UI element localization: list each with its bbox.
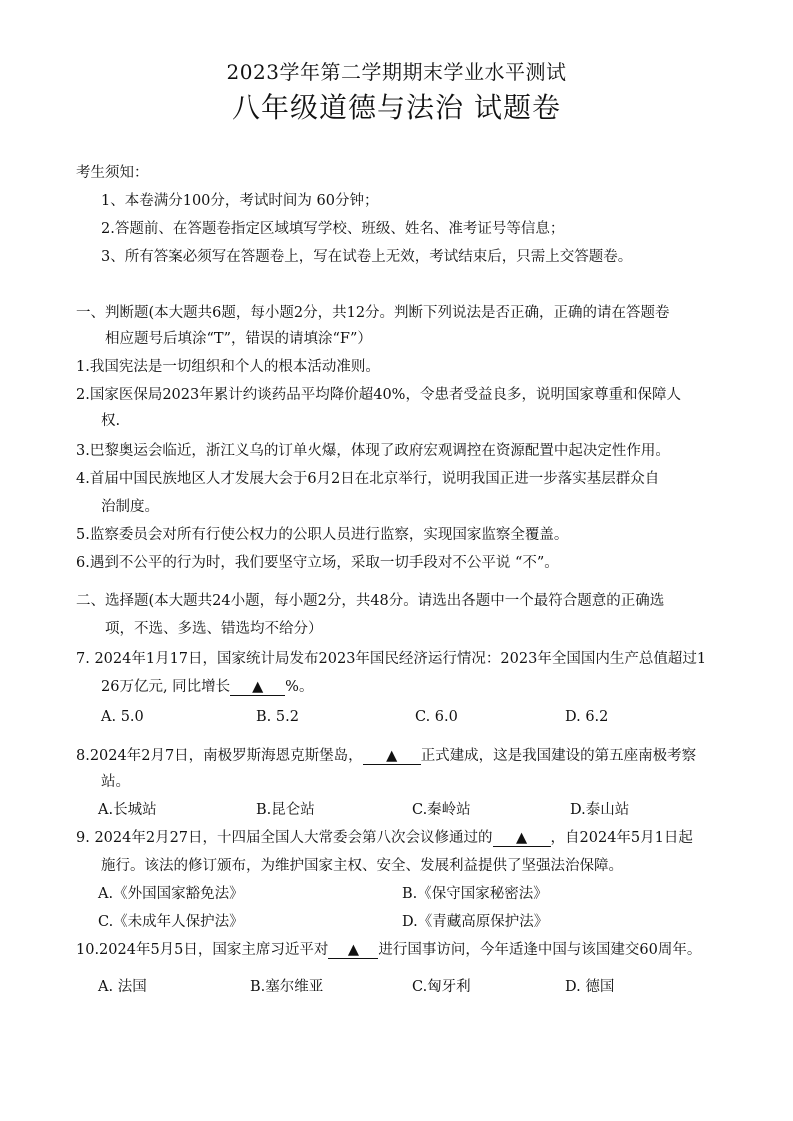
option-b: B.昆仑站	[256, 802, 315, 818]
question-3: 3.巴黎奥运会临近，浙江义乌的订单火爆，体现了政府宏观调控在资源配置中起决定性作用。	[76, 443, 670, 459]
question-text: 进行国事访问，今年适逢中国与该国建交60周年。	[378, 942, 702, 958]
option-d: D.泰山站	[570, 802, 630, 818]
option-d: D. 德国	[565, 979, 615, 995]
question-text: 9. 2024年2月27日，十四届全国人大常委会第八次会议修通过的	[76, 830, 493, 846]
question-6: 6.遇到不公平的行为时，我们要坚守立场，采取一切手段对不公平说 “不”。	[76, 555, 559, 571]
section-heading: 二、选择题(本大题共24小题，每小题2分，共48分。请选出各题中一个最符合题意的正确选	[76, 593, 665, 609]
option-b: B.塞尔维亚	[250, 979, 324, 995]
option-d: D. 6.2	[565, 709, 609, 725]
notice-heading: 考生须知：	[76, 165, 149, 181]
option-c: C.《未成年人保护法》	[98, 914, 244, 930]
question-8	[76, 746, 696, 766]
question-8-cont: 站。	[101, 774, 130, 790]
option-c: C. 6.0	[415, 709, 458, 725]
option-c: C.匈牙利	[412, 979, 471, 995]
question-2: 2.国家医保局2023年累计约谈药品平均降价超40%，令患者受益良多，说明国家尊重和保障人	[76, 387, 681, 403]
option-a: A.《外国国家豁免法》	[98, 886, 244, 902]
answer-blank: ▲	[493, 830, 551, 847]
option-a: A. 5.0	[101, 709, 144, 725]
option-b: B.《保守国家秘密法》	[402, 886, 548, 902]
question-9	[76, 828, 693, 848]
answer-blank: ▲	[230, 679, 285, 696]
question-4: 4.首届中国民族地区人才发展大会于6月2日在北京举行，说明我国正进一步落实基层群众自	[76, 471, 660, 487]
section-heading: 一、判断题(本大题共6题，每小题2分，共12分。判断下列说法是否正确，正确的请在答题卷	[76, 305, 670, 321]
question-9-cont: 施行。该法的修订颁布，为维护国家主权、安全、发展利益提供了坚强法治保障。	[101, 858, 623, 874]
question-7: 7. 2024年1月17日，国家统计局发布2023年国民经济运行情况：2023年全国国内生产总值超过1	[76, 651, 707, 667]
option-d: D.《青藏高原保护法》	[402, 914, 549, 930]
answer-blank: ▲	[363, 748, 421, 765]
question-2-cont: 权.	[101, 413, 121, 429]
notice-item: 3、所有答案必须写在答题卷上，写在试卷上无效，考试结束后，只需上交答题卷。	[101, 249, 633, 265]
answer-blank: ▲	[328, 942, 378, 959]
notice-item: 1、本卷满分100分，考试时间为 60分钟；	[101, 193, 379, 209]
option-a: A.长城站	[98, 802, 157, 818]
question-1: 1.我国宪法是一切组织和个人的根本活动准则。	[76, 359, 380, 375]
question-5: 5.监察委员会对所有行使公权力的公职人员进行监察，实现国家监察全覆盖。	[76, 527, 569, 543]
question-10	[76, 940, 701, 960]
question-7-cont	[101, 677, 313, 697]
exam-subtitle: 八年级道德与法治 试题卷	[232, 91, 561, 124]
question-text: ，自2024年5月1日起	[550, 830, 693, 846]
notice-item: 2.答题前、在答题卷指定区域填写学校、班级、姓名、准考证号等信息；	[101, 221, 565, 237]
section-heading: 相应题号后填涂“T”，错误的请填涂“F”）	[105, 331, 372, 347]
section-heading: 项，不选、多选、错选均不给分）	[105, 621, 323, 637]
exam-title: 2023学年第二学期期末学业水平测试	[226, 60, 567, 84]
option-c: C.秦岭站	[412, 802, 471, 818]
option-a: A. 法国	[98, 979, 147, 995]
question-text: 正式建成，这是我国建设的第五座南极考察	[420, 748, 697, 764]
question-4-cont: 治制度。	[101, 499, 159, 515]
question-text: 26万亿元, 同比增长	[101, 679, 231, 695]
question-text: %。	[285, 679, 314, 695]
option-b: B. 5.2	[256, 709, 299, 725]
question-text: 10.2024年5月5日，国家主席习近平对	[76, 942, 329, 958]
question-text: 8.2024年2月7日，南极罗斯海恩克斯堡岛，	[76, 748, 363, 764]
